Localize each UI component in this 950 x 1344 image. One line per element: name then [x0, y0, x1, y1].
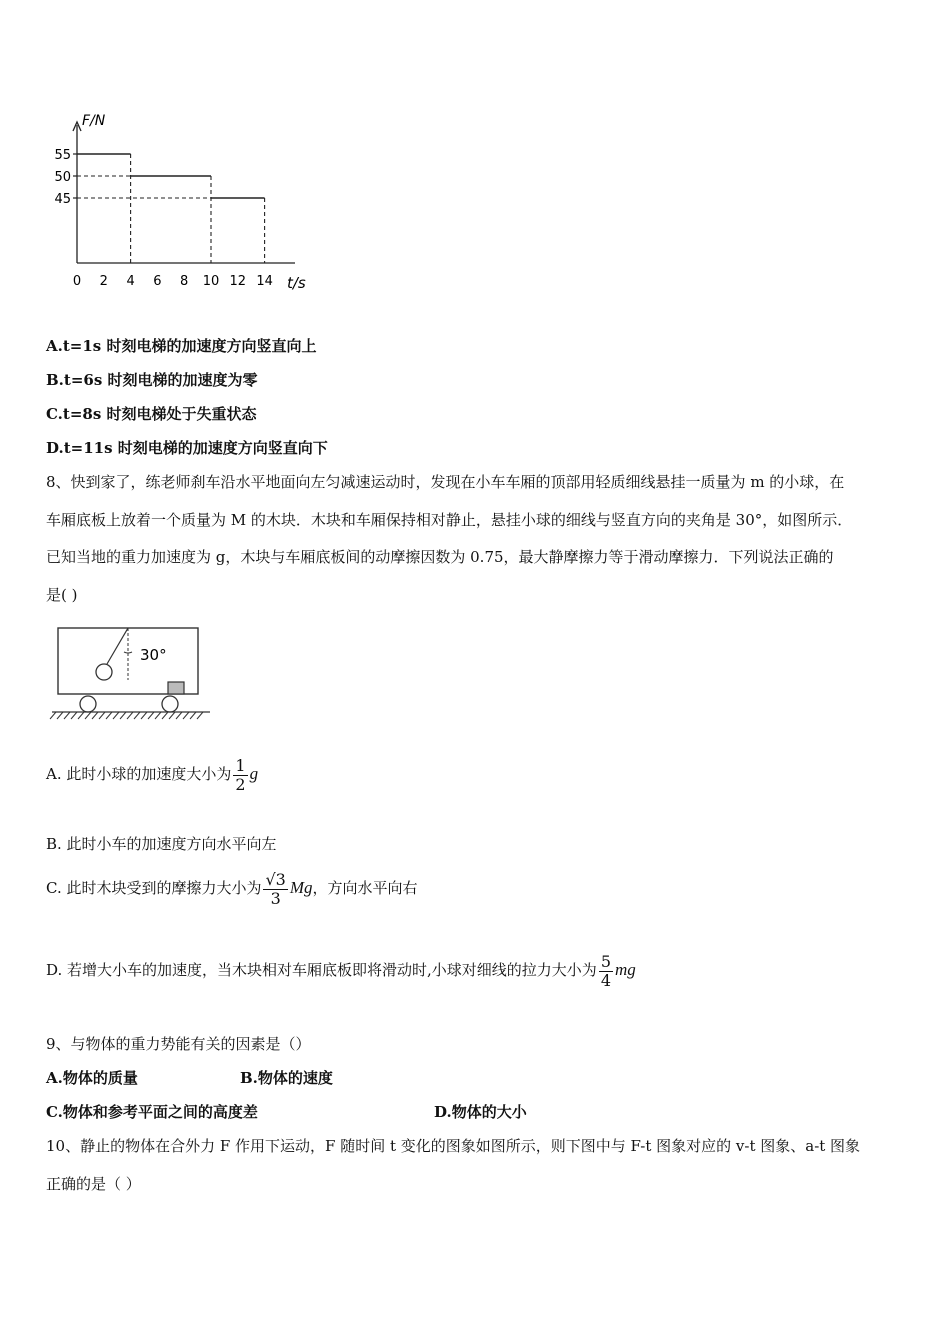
x-axis-label: t/s	[287, 274, 306, 292]
y-tick-label: 50	[54, 170, 71, 185]
x-tick-label: 6	[153, 274, 162, 289]
y-tick-label: 45	[54, 192, 71, 207]
q8-option-c: C. 此时木块受到的摩擦力大小为 $\frac{√3}{3}$ Mg，方向水平向右	[46, 869, 418, 908]
hatch-mark	[85, 712, 91, 719]
hatch-mark	[78, 712, 84, 719]
hatch-mark	[190, 712, 196, 719]
angle-arc	[124, 652, 132, 653]
y-tick-label: 55	[54, 148, 71, 163]
q10-stem-line-1: 10、静止的物体在合外力 F 作用下运动，F 随时间 t 变化的图象如图所示，则下图中与 F-t 图象对应的 v-t 图象、a-t 图象	[46, 1137, 861, 1155]
hatch-mark	[71, 712, 77, 719]
hatch-mark	[155, 712, 161, 719]
hatch-mark	[183, 712, 189, 719]
q9-option-a: A.物体的质量	[46, 1069, 138, 1087]
q7-option-a: A.t=1s 时刻电梯的加速度方向竖直向上	[46, 337, 317, 355]
x-tick-label: 14	[256, 274, 273, 289]
hatch-mark	[134, 712, 140, 719]
hatch-mark	[106, 712, 112, 719]
x-tick-label: 10	[202, 274, 220, 289]
q9-option-d: D.物体的大小	[434, 1103, 527, 1121]
car-pendulum-diagram	[48, 622, 218, 722]
y-axis-label: F/N	[82, 113, 106, 129]
hatch-mark	[120, 712, 126, 719]
hatch-mark	[92, 712, 98, 719]
fraction: $\frac{5}{4}$	[600, 951, 611, 990]
hatch-mark	[162, 712, 168, 719]
q9-option-c: C.物体和参考平面之间的高度差	[46, 1103, 258, 1121]
hatch-mark	[141, 712, 147, 719]
hatch-mark	[99, 712, 105, 719]
q9-stem: 9、与物体的重力势能有关的因素是（）	[46, 1035, 311, 1053]
q9-option-b: B.物体的速度	[240, 1069, 333, 1087]
q8-stem-line-1: 8、快到家了，练老师刹车沿水平地面向左匀减速运动时，发现在小车车厢的顶部用轻质细线悬挂一质量为 m 的小球，在	[46, 473, 845, 491]
hatch-mark	[169, 712, 175, 719]
fraction: $\frac{√3}{3}$	[265, 869, 286, 908]
ground-hatching	[50, 712, 203, 719]
fraction: $\frac{1}{2}$	[235, 755, 246, 794]
q8-option-a: A. 此时小球的加速度大小为 $\frac{1}{2}$ g	[46, 755, 259, 794]
wooden-block	[168, 682, 184, 694]
q8-stem-line-3: 已知当地的重力加速度为 g，木块与车厢底板间的动摩擦因数为 0.75，最大静摩擦力等于滑动摩擦力．下列说法正确的	[46, 548, 834, 566]
x-tick-label: 12	[229, 274, 247, 289]
hatch-mark	[197, 712, 203, 719]
angle-label: 30°	[140, 646, 167, 664]
hatch-mark	[176, 712, 182, 719]
wheel-left	[80, 696, 96, 712]
hatch-mark	[57, 712, 63, 719]
hatch-mark	[127, 712, 133, 719]
pendulum-string	[107, 628, 128, 664]
hatch-mark	[148, 712, 154, 719]
q7-option-d: D.t=11s 时刻电梯的加速度方向竖直向下	[46, 439, 328, 457]
q8-stem-line-2: 车厢底板上放着一个质量为 M 的木块．木块和车厢保持相对静止，悬挂小球的细线与竖直方向的夹角是 30°，如图所示．	[46, 511, 853, 529]
x-tick-label: 2	[99, 274, 108, 289]
x-tick-label: 0	[72, 274, 82, 289]
hatch-mark	[64, 712, 70, 719]
q7-option-c: C.t=8s 时刻电梯处于失重状态	[46, 405, 257, 423]
q8-option-b: B. 此时小车的加速度方向水平向左	[46, 835, 277, 853]
hatch-mark	[113, 712, 119, 719]
x-tick-label: 4	[126, 274, 135, 289]
q8-option-d: D. 若增大小车的加速度，当木块相对车厢底板即将滑动时,小球对细线的拉力大小为 $\frac{5}{4}$ mg	[46, 951, 636, 990]
q7-option-b: B.t=6s 时刻电梯的加速度为零	[46, 371, 258, 389]
q10-stem-line-2: 正确的是（ ）	[46, 1175, 141, 1193]
hatch-mark	[50, 712, 56, 719]
pendulum-ball	[96, 664, 112, 680]
force-time-chart	[40, 105, 330, 300]
x-tick-label: 8	[180, 274, 189, 289]
q8-stem-line-4: 是( )	[46, 586, 78, 604]
wheel-right	[162, 696, 178, 712]
